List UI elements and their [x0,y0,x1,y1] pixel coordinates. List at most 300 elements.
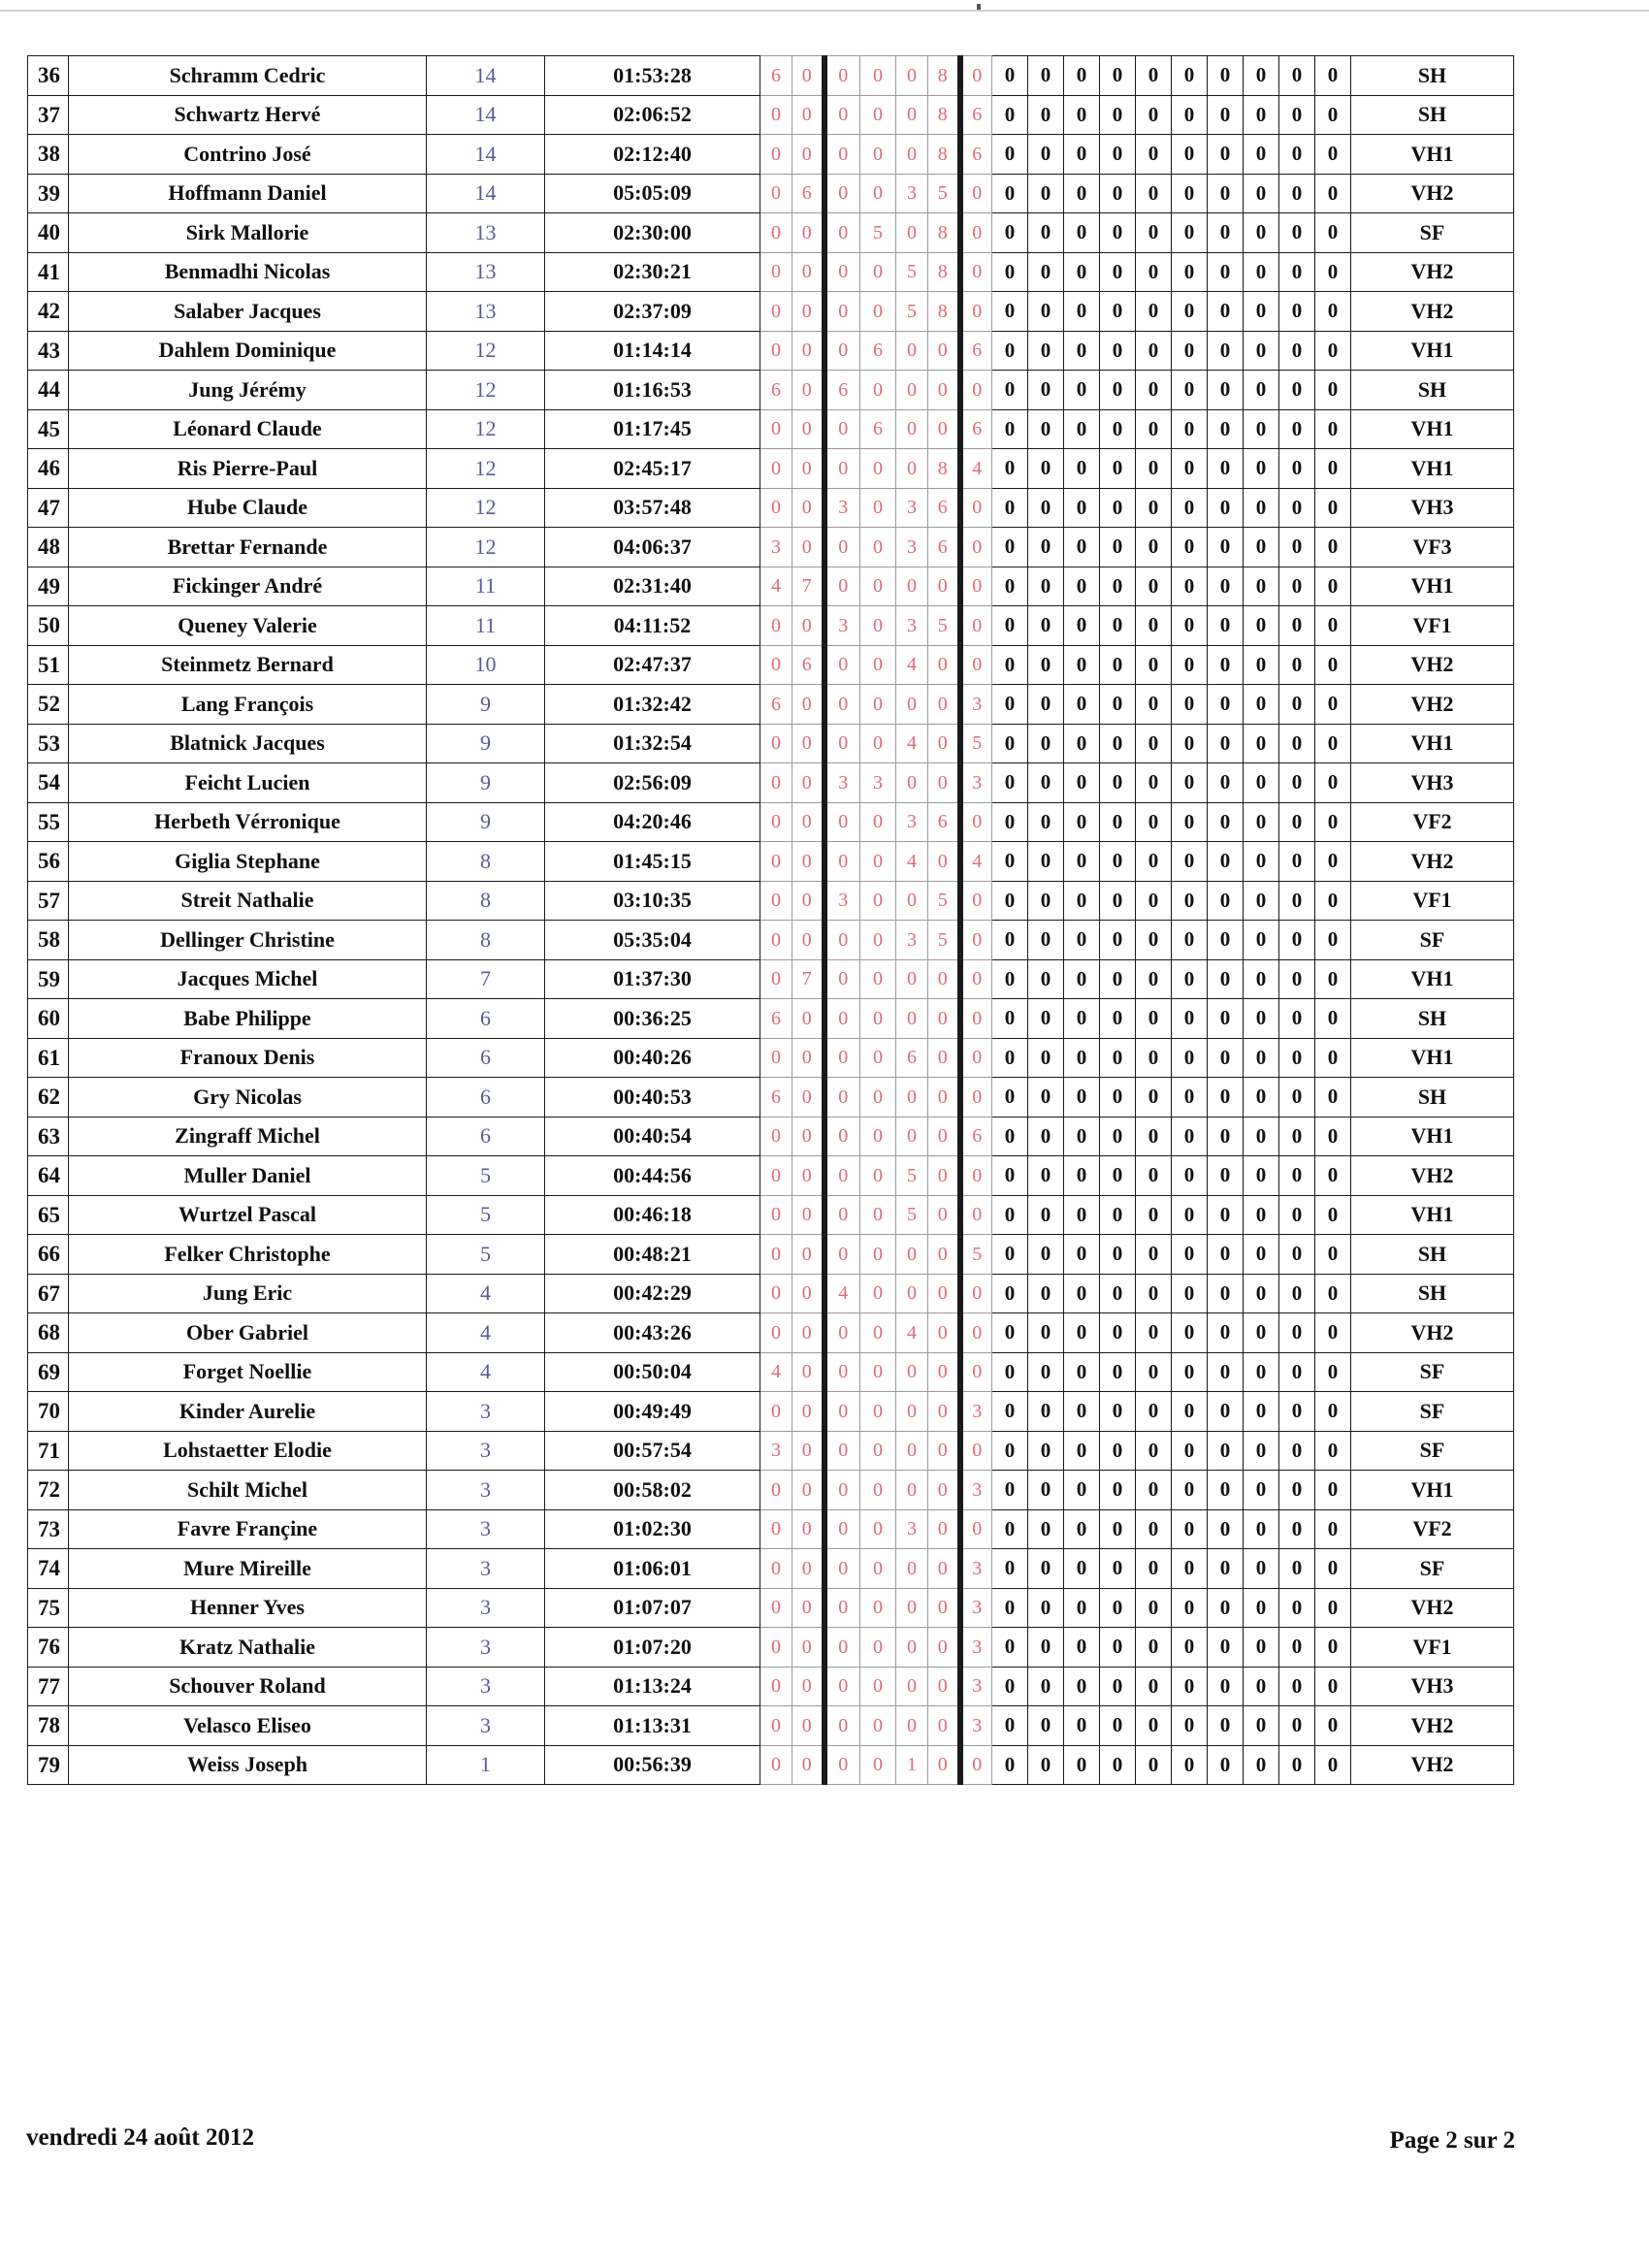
zero-cell: 0 [1279,959,1315,999]
time-cell: 01:32:54 [545,724,760,763]
zero-cell: 0 [1064,56,1100,96]
score-cell: 0 [792,999,824,1039]
score-cell: 0 [960,999,992,1039]
score-cell: 0 [928,1117,960,1156]
score-cell: 0 [792,1156,824,1196]
zero-cell: 0 [1279,881,1315,921]
zero-cell: 0 [1064,292,1100,332]
score-cell: 0 [960,645,992,685]
category-cell: VH1 [1351,1038,1514,1078]
zero-cell: 0 [1064,449,1100,489]
score-cell: 0 [928,331,960,371]
score-cell: 0 [960,606,992,646]
zero-cell: 0 [1208,1117,1244,1156]
count-cell: 8 [427,921,545,960]
zero-cell: 0 [1028,331,1064,371]
zero-cell: 0 [1064,1706,1100,1746]
score-cell: 0 [760,1038,792,1078]
zero-cell: 0 [1208,606,1244,646]
count-cell: 12 [427,528,545,567]
score-cell: 0 [792,1628,824,1668]
zero-cell: 0 [1064,1274,1100,1313]
zero-cell: 0 [1064,763,1100,803]
zero-cell: 0 [1172,1195,1208,1235]
zero-cell: 0 [1136,959,1172,999]
zero-cell: 0 [1136,1549,1172,1589]
rank-cell: 47 [28,488,69,528]
zero-cell: 0 [992,409,1028,449]
score-cell: 0 [824,802,860,842]
zero-cell: 0 [1279,1352,1315,1392]
score-cell: 0 [928,645,960,685]
rank-cell: 62 [28,1078,69,1118]
zero-cell: 0 [1028,1667,1064,1706]
zero-cell: 0 [1136,802,1172,842]
score-cell: 0 [860,1588,896,1628]
rank-cell: 56 [28,842,69,882]
score-cell: 0 [824,999,860,1039]
zero-cell: 0 [1208,959,1244,999]
participant-name: Kinder Aurelie [69,1392,427,1432]
score-cell: 0 [960,802,992,842]
zero-cell: 0 [1279,1235,1315,1275]
zero-cell: 0 [992,921,1028,960]
zero-cell: 0 [1244,371,1279,410]
score-cell: 0 [860,881,896,921]
score-cell: 0 [896,1117,928,1156]
score-cell: 3 [960,763,992,803]
zero-cell: 0 [1279,1628,1315,1668]
zero-cell: 0 [1136,1745,1172,1785]
table-row [28,802,1514,842]
zero-cell: 0 [1244,685,1279,725]
zero-cell: 0 [1244,1667,1279,1706]
score-cell: 3 [824,881,860,921]
score-cell: 0 [928,1195,960,1235]
zero-cell: 0 [1172,921,1208,960]
zero-cell: 0 [1208,252,1244,292]
zero-cell: 0 [992,1667,1028,1706]
zero-cell: 0 [1064,1117,1100,1156]
score-cell: 0 [896,1628,928,1668]
zero-cell: 0 [1279,1078,1315,1118]
count-cell: 10 [427,645,545,685]
participant-name: Henner Yves [69,1588,427,1628]
score-cell: 0 [960,959,992,999]
zero-cell: 0 [1244,842,1279,882]
zero-cell: 0 [992,1628,1028,1668]
zero-cell: 0 [1064,567,1100,606]
participant-name: Feicht Lucien [69,763,427,803]
table-row [28,842,1514,882]
zero-cell: 0 [1279,1313,1315,1353]
zero-cell: 0 [1172,1156,1208,1196]
zero-cell: 0 [1028,1628,1064,1668]
score-cell: 0 [824,921,860,960]
score-cell: 0 [928,1745,960,1785]
zero-cell: 0 [1315,135,1351,175]
time-cell: 00:43:26 [545,1313,760,1353]
score-cell: 0 [824,645,860,685]
zero-cell: 0 [1244,959,1279,999]
zero-cell: 0 [1208,1667,1244,1706]
table-row [28,959,1514,999]
score-cell: 0 [960,56,992,96]
category-cell: VH1 [1351,449,1514,489]
score-cell: 3 [960,1667,992,1706]
zero-cell: 0 [1208,449,1244,489]
zero-cell: 0 [1279,1745,1315,1785]
count-cell: 13 [427,213,545,253]
score-cell: 0 [860,449,896,489]
count-cell: 14 [427,135,545,175]
zero-cell: 0 [1136,842,1172,882]
score-cell: 0 [760,292,792,332]
score-cell: 6 [760,1078,792,1118]
score-cell: 0 [760,802,792,842]
zero-cell: 0 [1136,1156,1172,1196]
score-cell: 3 [896,802,928,842]
zero-cell: 0 [992,763,1028,803]
count-cell: 12 [427,371,545,410]
score-cell: 0 [760,1117,792,1156]
participant-name: Hube Claude [69,488,427,528]
zero-cell: 0 [1064,685,1100,725]
zero-cell: 0 [1315,645,1351,685]
zero-cell: 0 [1100,1509,1136,1549]
score-cell: 0 [792,1038,824,1078]
score-cell: 0 [860,645,896,685]
score-cell: 6 [960,409,992,449]
zero-cell: 0 [1136,999,1172,1039]
zero-cell: 0 [992,1038,1028,1078]
zero-cell: 0 [1279,1667,1315,1706]
zero-cell: 0 [1172,881,1208,921]
score-cell: 0 [824,567,860,606]
zero-cell: 0 [1315,999,1351,1039]
zero-cell: 0 [1028,1431,1064,1471]
zero-cell: 0 [1315,802,1351,842]
table-row [28,1509,1514,1549]
count-cell: 3 [427,1706,545,1746]
zero-cell: 0 [1208,999,1244,1039]
score-cell: 0 [792,1352,824,1392]
zero-cell: 0 [1064,921,1100,960]
zero-cell: 0 [1244,1706,1279,1746]
table-row [28,1117,1514,1156]
score-cell: 0 [792,95,824,135]
score-cell: 0 [824,959,860,999]
score-cell: 0 [824,1352,860,1392]
zero-cell: 0 [1064,252,1100,292]
score-cell: 0 [760,1235,792,1275]
zero-cell: 0 [1172,1352,1208,1392]
count-cell: 4 [427,1313,545,1353]
zero-cell: 0 [1136,1628,1172,1668]
zero-cell: 0 [1136,1352,1172,1392]
rank-cell: 41 [28,252,69,292]
score-cell: 3 [760,1431,792,1471]
score-cell: 0 [860,488,896,528]
zero-cell: 0 [1172,1274,1208,1313]
score-cell: 0 [896,409,928,449]
zero-cell: 0 [1028,881,1064,921]
score-cell: 0 [896,1078,928,1118]
count-cell: 9 [427,724,545,763]
zero-cell: 0 [1100,371,1136,410]
score-cell: 0 [760,1706,792,1746]
zero-cell: 0 [1100,488,1136,528]
zero-cell: 0 [992,135,1028,175]
score-cell: 0 [760,252,792,292]
score-cell: 0 [824,842,860,882]
score-cell: 0 [860,606,896,646]
time-cell: 05:05:09 [545,174,760,213]
zero-cell: 0 [1279,449,1315,489]
zero-cell: 0 [1136,881,1172,921]
count-cell: 5 [427,1195,545,1235]
zero-cell: 0 [1208,1156,1244,1196]
zero-cell: 0 [1028,449,1064,489]
table-row [28,567,1514,606]
zero-cell: 0 [1136,685,1172,725]
count-cell: 8 [427,881,545,921]
zero-cell: 0 [1100,252,1136,292]
count-cell: 3 [427,1392,545,1432]
zero-cell: 0 [1028,567,1064,606]
score-cell: 0 [928,999,960,1039]
zero-cell: 0 [1136,1195,1172,1235]
zero-cell: 0 [1100,1313,1136,1353]
participant-name: Jung Jérémy [69,371,427,410]
zero-cell: 0 [1028,606,1064,646]
zero-cell: 0 [1315,371,1351,410]
score-cell: 0 [824,1078,860,1118]
zero-cell: 0 [1136,1313,1172,1353]
time-cell: 02:30:00 [545,213,760,253]
zero-cell: 0 [1028,292,1064,332]
table-row [28,645,1514,685]
participant-name: Felker Christophe [69,1235,427,1275]
score-cell: 0 [860,1117,896,1156]
zero-cell: 0 [1100,174,1136,213]
zero-cell: 0 [992,802,1028,842]
score-cell: 0 [792,1195,824,1235]
zero-cell: 0 [1208,1392,1244,1432]
zero-cell: 0 [1279,252,1315,292]
zero-cell: 0 [1172,1549,1208,1589]
table-row [28,1549,1514,1589]
zero-cell: 0 [1315,1628,1351,1668]
score-cell: 0 [860,371,896,410]
score-cell: 0 [896,959,928,999]
count-cell: 14 [427,56,545,96]
zero-cell: 0 [1136,1392,1172,1432]
zero-cell: 0 [1315,449,1351,489]
score-cell: 0 [896,135,928,175]
zero-cell: 0 [1100,1038,1136,1078]
score-cell: 6 [824,371,860,410]
time-cell: 00:56:39 [545,1745,760,1785]
zero-cell: 0 [1244,567,1279,606]
count-cell: 3 [427,1667,545,1706]
zero-cell: 0 [1208,1313,1244,1353]
zero-cell: 0 [1028,488,1064,528]
zero-cell: 0 [1028,56,1064,96]
zero-cell: 0 [1064,606,1100,646]
zero-cell: 0 [1028,921,1064,960]
score-cell: 0 [928,1706,960,1746]
score-cell: 0 [860,1471,896,1510]
zero-cell: 0 [1136,921,1172,960]
rank-cell: 69 [28,1352,69,1392]
participant-name: Schramm Cedric [69,56,427,96]
rank-cell: 75 [28,1588,69,1628]
score-cell: 0 [792,1588,824,1628]
score-cell: 0 [792,292,824,332]
zero-cell: 0 [992,1588,1028,1628]
zero-cell: 0 [1172,763,1208,803]
rank-cell: 79 [28,1745,69,1785]
score-cell: 7 [792,959,824,999]
zero-cell: 0 [1028,1549,1064,1589]
zero-cell: 0 [1208,1235,1244,1275]
score-cell: 8 [928,292,960,332]
zero-cell: 0 [1244,921,1279,960]
zero-cell: 0 [1208,409,1244,449]
results-table [27,55,1514,1785]
zero-cell: 0 [992,1549,1028,1589]
zero-cell: 0 [992,56,1028,96]
score-cell: 5 [928,606,960,646]
rank-cell: 61 [28,1038,69,1078]
zero-cell: 0 [1028,1509,1064,1549]
zero-cell: 0 [1208,685,1244,725]
score-cell: 0 [860,724,896,763]
zero-cell: 0 [1064,881,1100,921]
participant-name: Babe Philippe [69,999,427,1039]
zero-cell: 0 [1028,174,1064,213]
zero-cell: 0 [1172,1471,1208,1510]
zero-cell: 0 [1064,1509,1100,1549]
score-cell: 0 [792,685,824,725]
zero-cell: 0 [1315,56,1351,96]
category-cell: SH [1351,1235,1514,1275]
rank-cell: 67 [28,1274,69,1313]
zero-cell: 0 [1208,1588,1244,1628]
score-cell: 6 [896,1038,928,1078]
table-row [28,371,1514,410]
zero-cell: 0 [1136,1117,1172,1156]
participant-name: Streit Nathalie [69,881,427,921]
zero-cell: 0 [1136,1706,1172,1746]
zero-cell: 0 [1172,213,1208,253]
zero-cell: 0 [992,1235,1028,1275]
table-row [28,1471,1514,1510]
zero-cell: 0 [1064,802,1100,842]
time-cell: 02:12:40 [545,135,760,175]
score-cell: 0 [760,1195,792,1235]
score-cell: 3 [824,606,860,646]
time-cell: 05:35:04 [545,921,760,960]
time-cell: 03:10:35 [545,881,760,921]
score-cell: 0 [928,959,960,999]
score-cell: 4 [760,567,792,606]
zero-cell: 0 [1244,331,1279,371]
zero-cell: 0 [1100,449,1136,489]
zero-cell: 0 [1172,606,1208,646]
score-cell: 0 [760,1392,792,1432]
zero-cell: 0 [1064,1549,1100,1589]
zero-cell: 0 [1315,1235,1351,1275]
count-cell: 12 [427,331,545,371]
score-cell: 0 [824,331,860,371]
zero-cell: 0 [1172,449,1208,489]
time-cell: 00:46:18 [545,1195,760,1235]
zero-cell: 0 [1244,1313,1279,1353]
zero-cell: 0 [1172,135,1208,175]
zero-cell: 0 [1315,1195,1351,1235]
zero-cell: 0 [1172,1588,1208,1628]
category-cell: SF [1351,1392,1514,1432]
zero-cell: 0 [1100,1156,1136,1196]
zero-cell: 0 [1315,1549,1351,1589]
time-cell: 02:56:09 [545,763,760,803]
zero-cell: 0 [1064,1313,1100,1353]
zero-cell: 0 [992,331,1028,371]
rank-cell: 49 [28,567,69,606]
zero-cell: 0 [1315,1117,1351,1156]
time-cell: 00:36:25 [545,999,760,1039]
zero-cell: 0 [1028,95,1064,135]
count-cell: 3 [427,1628,545,1668]
zero-cell: 0 [1100,1706,1136,1746]
score-cell: 3 [960,1549,992,1589]
score-cell: 0 [896,1392,928,1432]
zero-cell: 0 [1028,1392,1064,1432]
count-cell: 7 [427,959,545,999]
zero-cell: 0 [1028,213,1064,253]
rank-cell: 78 [28,1706,69,1746]
participant-name: Steinmetz Bernard [69,645,427,685]
zero-cell: 0 [1064,95,1100,135]
time-cell: 01:13:24 [545,1667,760,1706]
score-cell: 0 [928,1549,960,1589]
score-cell: 0 [960,567,992,606]
rank-cell: 36 [28,56,69,96]
zero-cell: 0 [1064,999,1100,1039]
score-cell: 0 [792,1471,824,1510]
zero-cell: 0 [1315,1313,1351,1353]
footer-page-number: Page 2 sur 2 [1389,2127,1515,2154]
rank-cell: 58 [28,921,69,960]
score-cell: 0 [960,371,992,410]
time-cell: 02:30:21 [545,252,760,292]
score-cell: 0 [824,56,860,96]
score-cell: 0 [896,567,928,606]
zero-cell: 0 [1315,685,1351,725]
score-cell: 4 [960,842,992,882]
category-cell: VH2 [1351,1156,1514,1196]
participant-name: Wurtzel Pascal [69,1195,427,1235]
zero-cell: 0 [1064,488,1100,528]
zero-cell: 0 [1244,135,1279,175]
zero-cell: 0 [1172,1038,1208,1078]
zero-cell: 0 [1244,1392,1279,1432]
zero-cell: 0 [1028,1195,1064,1235]
zero-cell: 0 [1208,331,1244,371]
score-cell: 3 [960,1471,992,1510]
